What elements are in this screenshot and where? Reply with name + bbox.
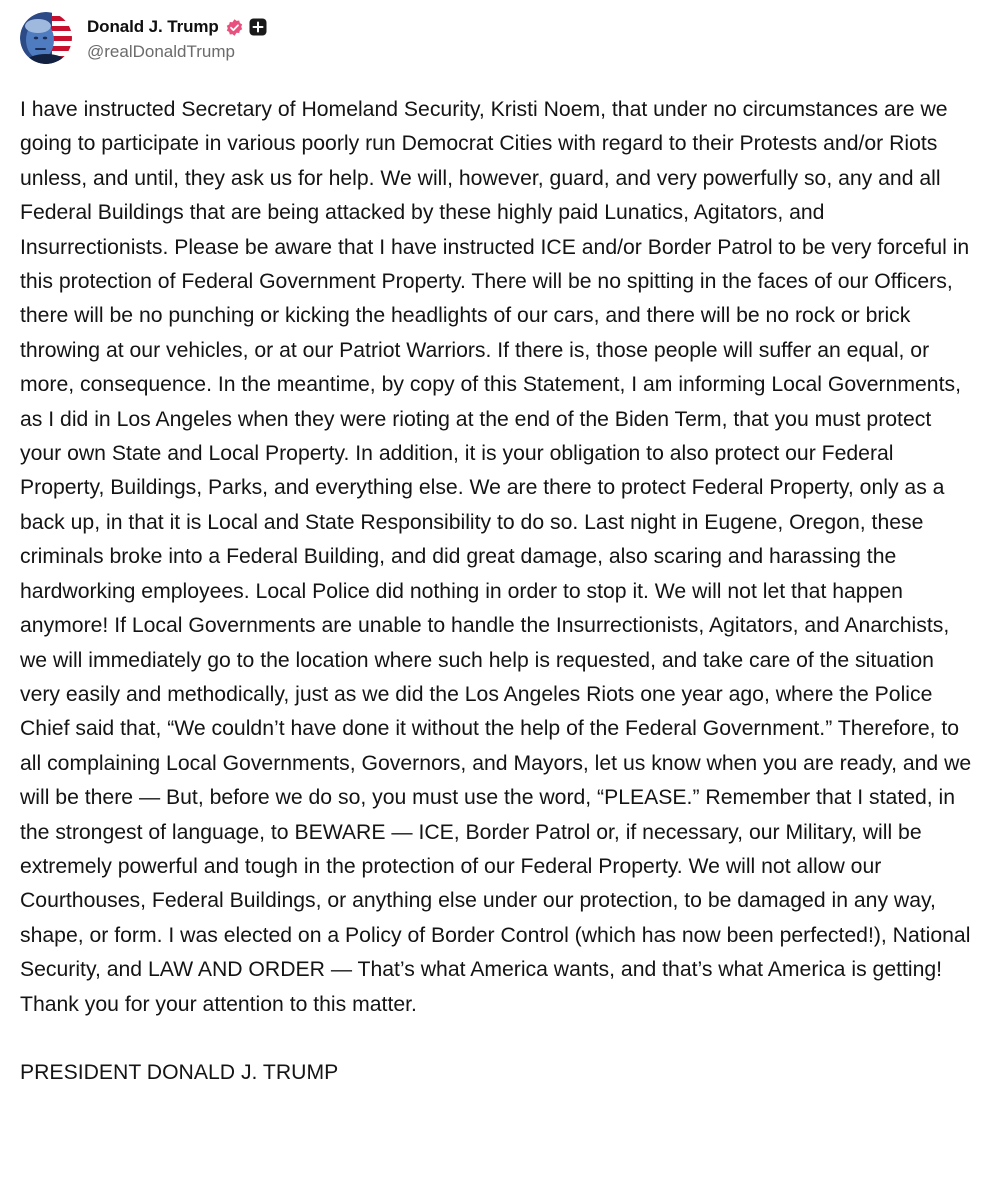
plus-badge-icon: [249, 18, 267, 36]
post-text: I have instructed Secretary of Homeland Security, Kristi Noem, that under no circumstances are we going to participate in various poorly run Democrat Cities with regard to their Protests and/or Riots unless, and until, they ask us for help. We will, however, guard, and very powerfully so, any and all Federal Buildings that are being attacked by these highly paid Lunatics, Agitators, and Insurrectionists. Please be aware that I have instructed ICE and/or Border Patrol to be very forceful in this protection of Federal Government Property. There will be no spitting in the faces of our Officers, there will be no punching or kicking the headlights of our cars, and there will be no rock or brick throwing at our vehicles, or at our Patriot Warriors. If there is, those people will suffer an equal, or more, consequence. In the meantime, by copy of this Statement, I am informing Local Governments, as I did in Los Angeles when they were rioting at the end of the Biden Term, that you must protect your own State and Local Property. In addition, it is your obligation to also protect our Federal Property, Buildings, Parks, and everything else. We are there to protect Federal Property, only as a back up, in that it is Local and State Responsibility to do so. Last night in Eugene, Oregon, these criminals broke into a Federal Building, and did great damage, also scaring and harassing the hardworking employees. Local Police did nothing in order to stop it. We will not let that happen anymore! If Local Governments are unable to handle the Insurrectionists, Agitators, and Anarchists, we will immediately go to the location where such help is requested, and take care of the situation very easily and methodically, just as we did the Los Angeles Riots one year ago, where the Police Chief said that, “We couldn’t have done it without the help of the Federal Government.” Therefore, to all complaining Local Governments, Governors, and Mayors, let us know when you are ready, and we will be there — But, before we do so, you must use the word, “PLEASE.” Remember that I stated, in the strongest of language, to BEWARE — ICE, Border Patrol or, if necessary, our Military, will be extremely powerful and tough in the protection of our Federal Property. We will not allow our Courthouses, Federal Buildings, or anything else under our protection, to be damaged in any way, shape, or form. I was elected on a Policy of Border Control (which has now been perfected!), National Security, and LAW AND ORDER — That’s what America wants, and that’s what America is getting! Thank you for your attention to this matter.: [20, 98, 972, 1016]
avatar[interactable]: [20, 12, 72, 64]
post-header: [20, 11, 267, 65]
verified-badge-icon: [225, 18, 244, 37]
post-body: [20, 93, 972, 1091]
author-handle[interactable]: @realDonaldTrump: [87, 42, 235, 61]
author-name-row: [87, 14, 267, 40]
author-display-name[interactable]: Donald J. Trump: [87, 17, 219, 36]
author-info: [87, 14, 267, 62]
post-signature: PRESIDENT DONALD J. TRUMP: [20, 1061, 339, 1085]
